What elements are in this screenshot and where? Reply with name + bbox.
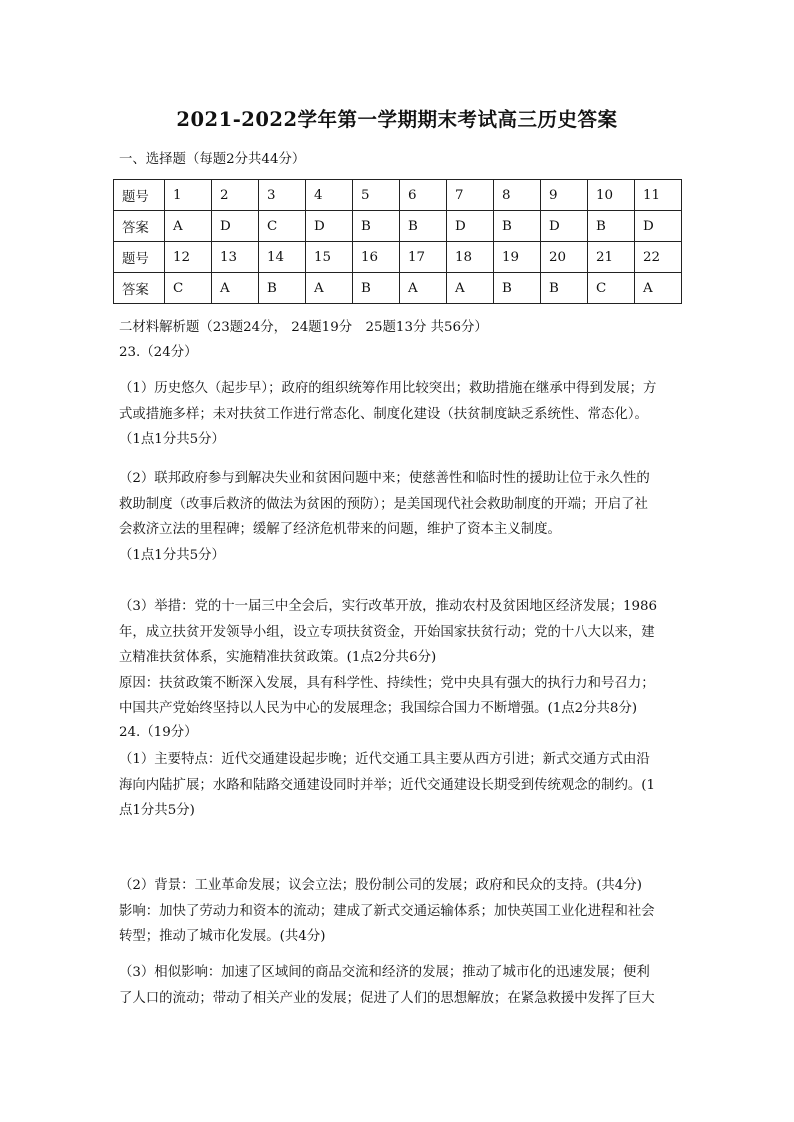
table-cell: 5	[353, 180, 400, 211]
table-cell: 15	[306, 242, 353, 273]
q23-part2	[119, 466, 679, 568]
text-line: 会救济立法的里程碑；缓解了经济危机带来的问题，维护了资本主义制度。	[119, 522, 561, 537]
table-cell: B	[494, 211, 541, 242]
table-cell: 11	[635, 180, 682, 211]
table-cell: C	[588, 273, 635, 304]
table-cell: A	[400, 273, 447, 304]
table-cell: B	[494, 273, 541, 304]
table-cell: 20	[541, 242, 588, 273]
table-cell: B	[353, 211, 400, 242]
text-line: 海向内陆扩展；水路和陆路交通建设同时并举；近代交通建设长期受到传统观念的制约。(1	[119, 777, 655, 793]
text-line: 点1分共5分)	[119, 803, 195, 818]
table-cell: 17	[400, 242, 447, 273]
text-line: 式或措施多样；未对扶贫工作进行常态化、制度化建设（扶贫制度缺乏系统性、常态化）。	[119, 406, 648, 422]
q24-part1	[119, 747, 679, 824]
table-cell: 2	[212, 180, 259, 211]
table-cell: 6	[400, 180, 447, 211]
table-cell: 7	[447, 180, 494, 211]
table-row	[114, 242, 682, 273]
text-line: 救助制度（改事后救济的做法为贫困的预防）；是美国现代社会救助制度的开端；开启了社	[119, 496, 648, 512]
text-line: （2）联邦政府参与到解决失业和贫困问题中来；使慈善性和临时性的援助让位于永久性的	[119, 471, 650, 486]
text-line: （1点1分共5分）	[119, 547, 225, 563]
text-line: （2）背景：工业革命发展；议会立法；股份制公司的发展；政府和民众的支持。(共4分)	[119, 878, 642, 893]
text-line: 原因：扶贫政策不断深入发展，具有科学性、持续性；党中央具有强大的执行力和号召力；	[119, 675, 655, 691]
table-cell: A	[306, 273, 353, 304]
text-line: 了人口的流动；带动了相关产业的发展；促进了人们的思想解放；在紧急救援中发挥了巨大	[119, 990, 655, 1006]
text-line: 年，成立扶贫开发领导小组，设立专项扶贫资金，开始国家扶贫行动；党的十八大以来，建	[119, 624, 655, 640]
section-heading-choice: 一、选择题（每题2分共44分）	[119, 152, 306, 167]
table-cell: 12	[165, 242, 212, 273]
q23-part3	[119, 594, 679, 722]
table-cell: 14	[259, 242, 306, 273]
table-cell: B	[588, 211, 635, 242]
table-cell: B	[400, 211, 447, 242]
table-cell: 18	[447, 242, 494, 273]
table-cell: A	[165, 211, 212, 242]
table-row	[114, 273, 682, 304]
table-cell: A	[212, 273, 259, 304]
table-cell: B	[259, 273, 306, 304]
table-cell: 13	[212, 242, 259, 273]
q24-header: 24.（19分）	[119, 725, 198, 740]
table-cell: 21	[588, 242, 635, 273]
row-header-cell: 答案	[114, 273, 165, 304]
section-heading-analysis: 二材料解析题（23题24分， 24题19分 25题13分 共56分）	[119, 320, 488, 335]
table-cell: C	[165, 273, 212, 304]
table-cell: D	[635, 211, 682, 242]
table-cell: B	[541, 273, 588, 304]
table-cell: D	[212, 211, 259, 242]
row-header-cell: 题号	[114, 242, 165, 273]
table-cell: A	[635, 273, 682, 304]
row-header-cell: 题号	[114, 180, 165, 211]
table-cell: 4	[306, 180, 353, 211]
table-cell: D	[306, 211, 353, 242]
text-line: 转型；推动了城市化发展。(共4分)	[119, 929, 326, 944]
text-line: 中国共产党始终坚持以人民为中心的发展理念；我国综合国力不断增强。(1点2分共8分)	[119, 701, 638, 716]
table-cell: D	[447, 211, 494, 242]
table-cell: C	[259, 211, 306, 242]
q23-header: 23.（24分）	[119, 345, 198, 360]
table-row	[114, 211, 682, 242]
table-cell: 16	[353, 242, 400, 273]
table-cell: 8	[494, 180, 541, 211]
table-row	[114, 180, 682, 211]
text-line: （3）举措：党的十一届三中全会后，实行改革开放，推动农村及贫困地区经济发展；1986	[119, 599, 658, 614]
table-cell: 1	[165, 180, 212, 211]
q24-part3	[119, 960, 679, 1011]
table-cell: B	[353, 273, 400, 304]
table-cell: A	[447, 273, 494, 304]
answer-table	[113, 179, 682, 304]
table-cell: 19	[494, 242, 541, 273]
text-line: （3）相似影响：加速了区域间的商品交流和经济的发展；推动了城市化的迅速发展；便利	[119, 965, 650, 980]
row-header-cell: 答案	[114, 211, 165, 242]
page-title: 2021-2022学年第一学期期末考试高三历史答案	[176, 108, 618, 131]
q24-part2	[119, 873, 679, 950]
table-cell: D	[541, 211, 588, 242]
table-cell: 3	[259, 180, 306, 211]
text-line: 影响：加快了劳动力和资本的流动；建成了新式交通运输体系；加快英国工业化进程和社会	[119, 903, 655, 919]
text-line: （1）主要特点：近代交通建设起步晚；近代交通工具主要从西方引进；新式交通方式由沿	[119, 752, 650, 767]
text-line: （1）历史悠久（起步早）；政府的组织统筹作用比较突出；救助措施在继承中得到发展；方	[119, 381, 657, 396]
table-cell: 9	[541, 180, 588, 211]
table-cell: 22	[635, 242, 682, 273]
text-line: 立精准扶贫体系，实施精准扶贫政策。(1点2分共6分)	[119, 650, 437, 665]
table-cell: 10	[588, 180, 635, 211]
q23-part1	[119, 376, 679, 453]
text-line: （1点1分共5分）	[119, 432, 225, 447]
